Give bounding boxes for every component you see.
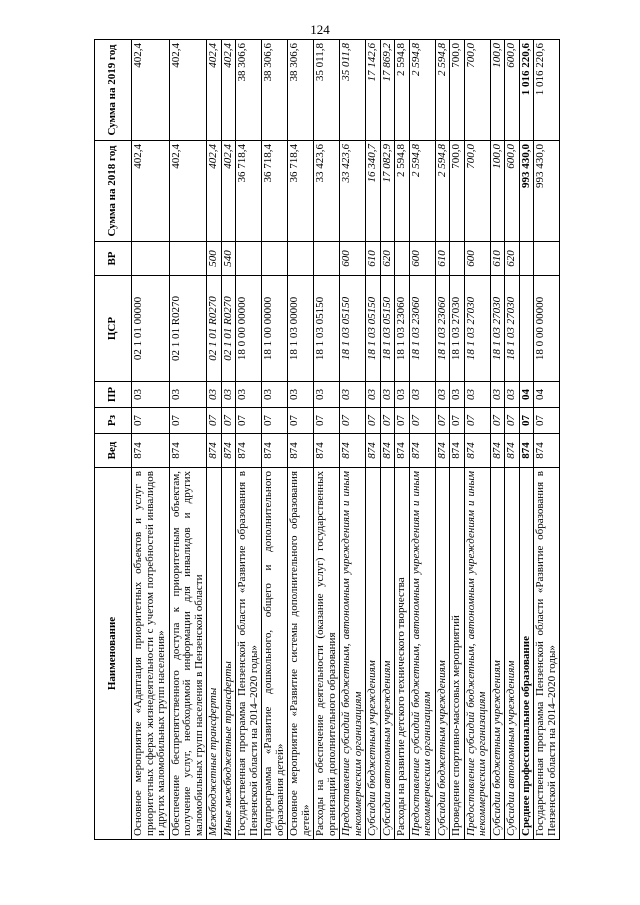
cell-sum-2018: 16 340,7 — [366, 141, 381, 242]
cell-rz: 07 — [288, 408, 314, 434]
cell-sum-2019: 17 142,6 — [366, 40, 381, 141]
cell-sum-2019: 2 594,8 — [395, 40, 410, 141]
table-row — [236, 40, 262, 840]
cell-pr: 03 — [505, 382, 520, 408]
cell-name: Предоставление субсидий бюджетным, автономным учреждениям и иным некоммерческим организациям — [409, 468, 435, 840]
cell-sum-2018: 17 082,9 — [380, 141, 395, 242]
table-header-row — [95, 40, 132, 840]
cell-name: Государственная программа Пензенской области «Развитие образования в Пензенской области на 2014–2020 годы» — [534, 468, 560, 840]
cell-vr — [314, 242, 340, 276]
cell-vr: 610 — [366, 242, 381, 276]
cell-csr: 18 1 03 00000 — [288, 276, 314, 382]
cell-csr: 18 1 03 23060 — [409, 276, 435, 382]
cell-vr: 620 — [505, 242, 520, 276]
cell-pr: 03 — [169, 382, 207, 408]
cell-vr — [395, 242, 410, 276]
cell-sum-2018: 2 594,8 — [435, 141, 450, 242]
table-row — [207, 40, 222, 840]
cell-rz: 07 — [450, 408, 465, 434]
cell-sum-2019: 38 306,6 — [262, 40, 288, 141]
table-row — [262, 40, 288, 840]
cell-rz: 07 — [380, 408, 395, 434]
cell-rz: 07 — [409, 408, 435, 434]
cell-csr: 18 1 00 00000 — [262, 276, 288, 382]
cell-csr: 18 1 03 27030 — [490, 276, 505, 382]
cell-name: Среднее профессиональное образование — [519, 468, 534, 840]
cell-ved: 874 — [314, 434, 340, 468]
cell-vr: 600 — [464, 242, 490, 276]
cell-rz: 07 — [262, 408, 288, 434]
cell-vr — [534, 242, 560, 276]
table-row — [340, 40, 366, 840]
cell-vr: 620 — [380, 242, 395, 276]
cell-ved: 874 — [505, 434, 520, 468]
header-rz: Рз — [95, 408, 132, 434]
table-row — [435, 40, 450, 840]
cell-sum-2018: 2 594,8 — [395, 141, 410, 242]
cell-pr: 03 — [262, 382, 288, 408]
cell-pr: 04 — [519, 382, 534, 408]
cell-vr — [519, 242, 534, 276]
table-row — [314, 40, 340, 840]
cell-csr: 02 1 01 R0270 — [221, 276, 236, 382]
table-row — [409, 40, 435, 840]
cell-csr: 18 1 03 23060 — [435, 276, 450, 382]
cell-ved: 874 — [288, 434, 314, 468]
cell-rz: 07 — [395, 408, 410, 434]
cell-rz: 07 — [236, 408, 262, 434]
cell-sum-2019: 700,0 — [464, 40, 490, 141]
cell-rz: 07 — [534, 408, 560, 434]
cell-ved: 874 — [534, 434, 560, 468]
cell-sum-2018: 33 423,6 — [314, 141, 340, 242]
cell-sum-2019: 402,4 — [221, 40, 236, 141]
header-sum-2019: Сумма на 2019 год — [95, 40, 132, 141]
table-row — [169, 40, 207, 840]
cell-csr: 18 1 03 27030 — [505, 276, 520, 382]
cell-vr: 500 — [207, 242, 222, 276]
cell-sum-2018: 100,0 — [490, 141, 505, 242]
header-pr: ПР — [95, 382, 132, 408]
cell-ved: 874 — [519, 434, 534, 468]
cell-pr: 03 — [450, 382, 465, 408]
cell-sum-2018: 402,4 — [169, 141, 207, 242]
cell-name: Предоставление субсидий бюджетным, автономным учреждениям и иным некоммерческим организациям — [464, 468, 490, 840]
cell-pr: 03 — [207, 382, 222, 408]
cell-sum-2019: 35 011,8 — [314, 40, 340, 141]
cell-sum-2019: 402,4 — [169, 40, 207, 141]
cell-sum-2018: 993 430,0 — [519, 141, 534, 242]
cell-sum-2019: 100,0 — [490, 40, 505, 141]
cell-vr: 610 — [490, 242, 505, 276]
header-name: Наименование — [95, 468, 132, 840]
cell-name: Субсидии бюджетным учреждениям — [435, 468, 450, 840]
cell-pr: 03 — [435, 382, 450, 408]
cell-csr: 18 0 00 00000 — [534, 276, 560, 382]
cell-vr: 600 — [340, 242, 366, 276]
cell-ved: 874 — [169, 434, 207, 468]
cell-name: Иные межбюджетные трансферты — [221, 468, 236, 840]
cell-pr: 03 — [490, 382, 505, 408]
table-row — [490, 40, 505, 840]
cell-csr: 18 1 03 05150 — [380, 276, 395, 382]
cell-sum-2018: 700,0 — [450, 141, 465, 242]
cell-csr: 18 0 00 00000 — [236, 276, 262, 382]
cell-pr: 04 — [534, 382, 560, 408]
cell-rz: 07 — [207, 408, 222, 434]
cell-vr — [288, 242, 314, 276]
cell-rz: 07 — [505, 408, 520, 434]
cell-sum-2019: 38 306,6 — [236, 40, 262, 141]
cell-csr: 02 1 01 00000 — [132, 276, 170, 382]
table-body — [132, 40, 560, 840]
cell-name: Субсидии автономным учреждениям — [505, 468, 520, 840]
cell-csr: 02 1 01 R0270 — [169, 276, 207, 382]
cell-ved: 874 — [366, 434, 381, 468]
cell-sum-2019: 600,0 — [505, 40, 520, 141]
budget-table-rotated — [94, 40, 614, 840]
cell-vr: 600 — [409, 242, 435, 276]
cell-pr: 03 — [409, 382, 435, 408]
table-row — [505, 40, 520, 840]
cell-vr: 540 — [221, 242, 236, 276]
table-row — [380, 40, 395, 840]
table-row — [132, 40, 170, 840]
cell-sum-2018: 600,0 — [505, 141, 520, 242]
cell-sum-2018: 700,0 — [464, 141, 490, 242]
cell-vr: 610 — [435, 242, 450, 276]
cell-sum-2018: 2 594,8 — [409, 141, 435, 242]
cell-rz: 07 — [340, 408, 366, 434]
cell-vr — [236, 242, 262, 276]
cell-sum-2018: 402,4 — [132, 141, 170, 242]
cell-ved: 874 — [221, 434, 236, 468]
cell-sum-2019: 2 594,8 — [409, 40, 435, 141]
cell-csr: 18 1 03 27030 — [464, 276, 490, 382]
cell-ved: 874 — [435, 434, 450, 468]
budget-table — [94, 39, 560, 840]
cell-pr: 03 — [395, 382, 410, 408]
cell-vr — [262, 242, 288, 276]
cell-pr: 03 — [314, 382, 340, 408]
cell-csr: 18 1 03 05150 — [366, 276, 381, 382]
page-number: 124 — [310, 22, 330, 37]
cell-name: Субсидии бюджетным учреждениям — [490, 468, 505, 840]
cell-ved: 874 — [207, 434, 222, 468]
cell-sum-2018: 36 718,4 — [236, 141, 262, 242]
cell-csr: 02 1 01 R0270 — [207, 276, 222, 382]
cell-sum-2018: 402,4 — [207, 141, 222, 242]
cell-rz: 07 — [464, 408, 490, 434]
cell-pr: 03 — [464, 382, 490, 408]
cell-sum-2019: 402,4 — [132, 40, 170, 141]
cell-ved: 874 — [236, 434, 262, 468]
cell-csr: 18 1 03 05150 — [314, 276, 340, 382]
header-vr: ВР — [95, 242, 132, 276]
cell-sum-2019: 35 011,8 — [340, 40, 366, 141]
cell-rz: 07 — [221, 408, 236, 434]
cell-ved: 874 — [262, 434, 288, 468]
cell-name: Субсидии бюджетным учреждениям — [366, 468, 381, 840]
cell-sum-2019: 1 016 220,6 — [534, 40, 560, 141]
cell-name: Расходы на обеспечение деятельности (оказание услуг) государственных организаций дополнительного образования — [314, 468, 340, 840]
table-row — [464, 40, 490, 840]
cell-csr: 18 1 03 23060 — [395, 276, 410, 382]
cell-sum-2018: 36 718,4 — [288, 141, 314, 242]
cell-name: Основное мероприятие «Адаптация приоритетных объектов и услуг в приоритетных сферах жизнедеятельности с учетом потребностей инвалидов и других маломобильных групп населения» — [132, 468, 170, 840]
cell-ved: 874 — [409, 434, 435, 468]
cell-sum-2018: 36 718,4 — [262, 141, 288, 242]
header-sum-2018: Сумма на 2018 год — [95, 141, 132, 242]
cell-csr: 18 1 03 27030 — [450, 276, 465, 382]
cell-pr: 03 — [380, 382, 395, 408]
table-row — [534, 40, 560, 840]
cell-vr — [132, 242, 170, 276]
cell-vr — [169, 242, 207, 276]
cell-rz: 07 — [132, 408, 170, 434]
table-row — [221, 40, 236, 840]
header-ved: Вед — [95, 434, 132, 468]
cell-csr: 18 1 03 05150 — [340, 276, 366, 382]
cell-rz: 07 — [366, 408, 381, 434]
cell-sum-2018: 402,4 — [221, 141, 236, 242]
cell-sum-2019: 700,0 — [450, 40, 465, 141]
table-row — [366, 40, 381, 840]
cell-pr: 03 — [366, 382, 381, 408]
cell-name: Подпрограмма «Развитие дошкольного, общего и дополнительного образования детей» — [262, 468, 288, 840]
cell-sum-2018: 993 430,0 — [534, 141, 560, 242]
table-row — [519, 40, 534, 840]
table-row — [450, 40, 465, 840]
cell-sum-2019: 17 869,2 — [380, 40, 395, 141]
table-row — [395, 40, 410, 840]
cell-name: Расходы на развитие детского технического творчества — [395, 468, 410, 840]
table-row — [288, 40, 314, 840]
cell-sum-2019: 2 594,8 — [435, 40, 450, 141]
cell-name: Субсидии автономным учреждениям — [380, 468, 395, 840]
cell-rz: 07 — [490, 408, 505, 434]
cell-pr: 03 — [132, 382, 170, 408]
cell-ved: 874 — [340, 434, 366, 468]
cell-sum-2018: 33 423,6 — [340, 141, 366, 242]
cell-sum-2019: 38 306,6 — [288, 40, 314, 141]
cell-rz: 07 — [314, 408, 340, 434]
cell-ved: 874 — [450, 434, 465, 468]
cell-rz: 07 — [169, 408, 207, 434]
cell-rz: 07 — [519, 408, 534, 434]
cell-csr — [519, 276, 534, 382]
cell-pr: 03 — [288, 382, 314, 408]
cell-rz: 07 — [435, 408, 450, 434]
cell-sum-2019: 402,4 — [207, 40, 222, 141]
cell-name: Государственная программа Пензенской области «Развитие образования в Пензенской области на 2014–2020 годы» — [236, 468, 262, 840]
cell-sum-2019: 1 016 220,6 — [519, 40, 534, 141]
cell-ved: 874 — [380, 434, 395, 468]
cell-ved: 874 — [490, 434, 505, 468]
cell-ved: 874 — [395, 434, 410, 468]
cell-name: Обеспечение беспрепятственного доступа к приоритетным объектам, получение услуг, необходимой информации для инвалидов и других маломобильных групп населения в Пензенской области — [169, 468, 207, 840]
cell-name: Межбюджетные трансферты — [207, 468, 222, 840]
cell-pr: 03 — [221, 382, 236, 408]
cell-name: Предоставление субсидий бюджетным, автономным учреждениям и иным некоммерческим организациям — [340, 468, 366, 840]
cell-pr: 03 — [236, 382, 262, 408]
cell-ved: 874 — [132, 434, 170, 468]
cell-name: Проведение спортивно-массовых мероприятий — [450, 468, 465, 840]
cell-ved: 874 — [464, 434, 490, 468]
header-csr: ЦСР — [95, 276, 132, 382]
cell-pr: 03 — [340, 382, 366, 408]
cell-name: Основное мероприятие «Развитие системы дополнительного образования детей» — [288, 468, 314, 840]
cell-vr — [450, 242, 465, 276]
